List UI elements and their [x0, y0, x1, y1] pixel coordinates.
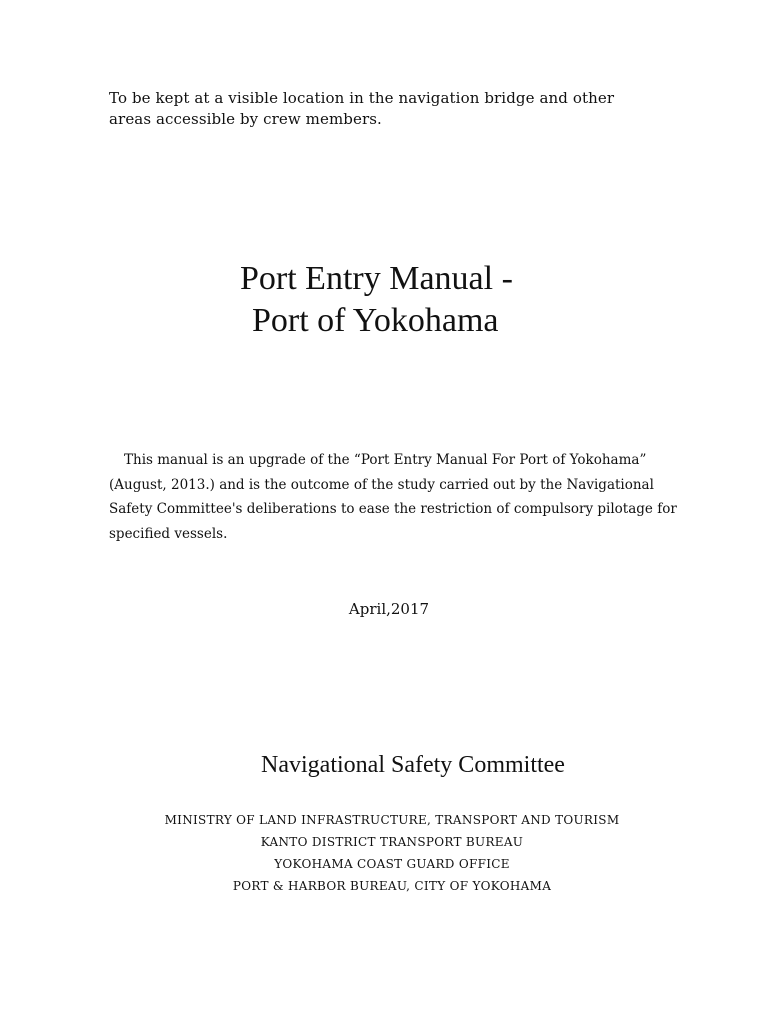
description-line: specified vessels. [109, 525, 228, 542]
organization-item: YOKOHAMA COAST GUARD OFFICE [274, 857, 510, 871]
description-line: (August, 2013.) and is the outcome of the study carried out by the Navigational [109, 476, 654, 493]
placement-notice [109, 88, 689, 130]
organization-item: PORT & HARBOR BUREAU, CITY OF YOKOHAMA [232, 879, 552, 893]
title-line-2: Port of Yokohama [252, 302, 499, 339]
notice-line: areas accessible by crew members. [109, 110, 382, 128]
organization-item: MINISTRY OF LAND INFRASTRUCTURE, TRANSPORT AND TOURISM [164, 813, 620, 827]
organization-list [0, 809, 768, 897]
description-line: This manual is an upgrade of the “Port Entry Manual For Port of Yokohama” [124, 452, 647, 468]
notice-line: To be kept at a visible location in the navigation bridge and other [109, 89, 615, 107]
organization-item: KANTO DISTRICT TRANSPORT BUREAU [260, 835, 524, 849]
manual-description [109, 448, 699, 546]
publication-date: April,2017 [348, 600, 430, 618]
title-line-1: Port Entry Manual - [240, 260, 513, 297]
description-line: Safety Committee's deliberations to ease the restriction of compulsory pilotage for [109, 501, 677, 517]
committee-name: Navigational Safety Committee [261, 752, 565, 778]
